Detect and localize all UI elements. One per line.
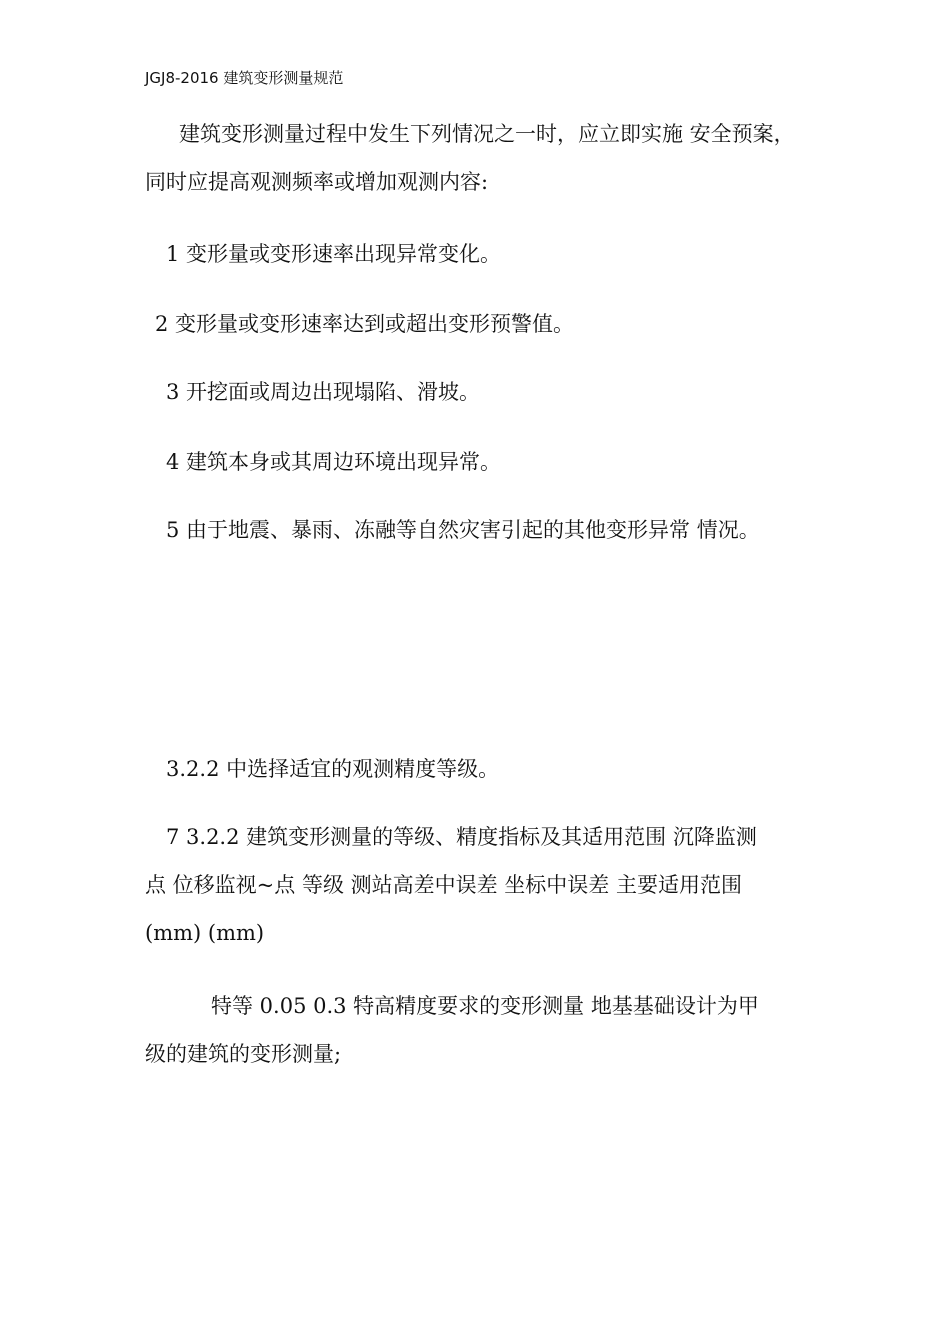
table-line-2: 点 位移监视~点 等级 测站高差中误差 坐标中误差 主要适用范围 <box>145 873 742 897</box>
table-caption-paragraph <box>145 813 835 957</box>
list-item: 1 变形量或变形速率出现异常变化。 <box>166 242 502 266</box>
special-grade-paragraph <box>145 982 835 1078</box>
special-line-1: 特等 0.05 0.3 特高精度要求的变形测量 地基基础设计为甲 <box>211 994 759 1018</box>
table-line-3: (mm) (mm) <box>145 921 265 945</box>
list-item: 3 开挖面或周边出现塌陷、滑坡。 <box>166 380 481 404</box>
list-item: 5 由于地震、暴雨、冻融等自然灾害引起的其他变形异常 情况。 <box>166 518 760 542</box>
intro-line-1: 建筑变形测量过程中发生下列情况之一时，应立即实施 安全预案， <box>179 122 795 146</box>
table-line-1: 7 3.2.2 建筑变形测量的等级、精度指标及其适用范围 沉降监测 <box>166 825 757 849</box>
special-line-2: 级的建筑的变形测量; <box>145 1042 342 1066</box>
list-item: 2 变形量或变形速率达到或超出变形预警值。 <box>155 312 575 336</box>
intro-paragraph <box>145 110 835 206</box>
clause-3-2-2: 3.2.2 中选择适宜的观测精度等级。 <box>166 757 500 781</box>
page-header: JGJ8-2016 建筑变形测量规范 <box>145 69 344 87</box>
intro-line-2: 同时应提高观测频率或增加观测内容: <box>145 170 489 194</box>
list-item: 4 建筑本身或其周边环境出现异常。 <box>166 450 502 474</box>
